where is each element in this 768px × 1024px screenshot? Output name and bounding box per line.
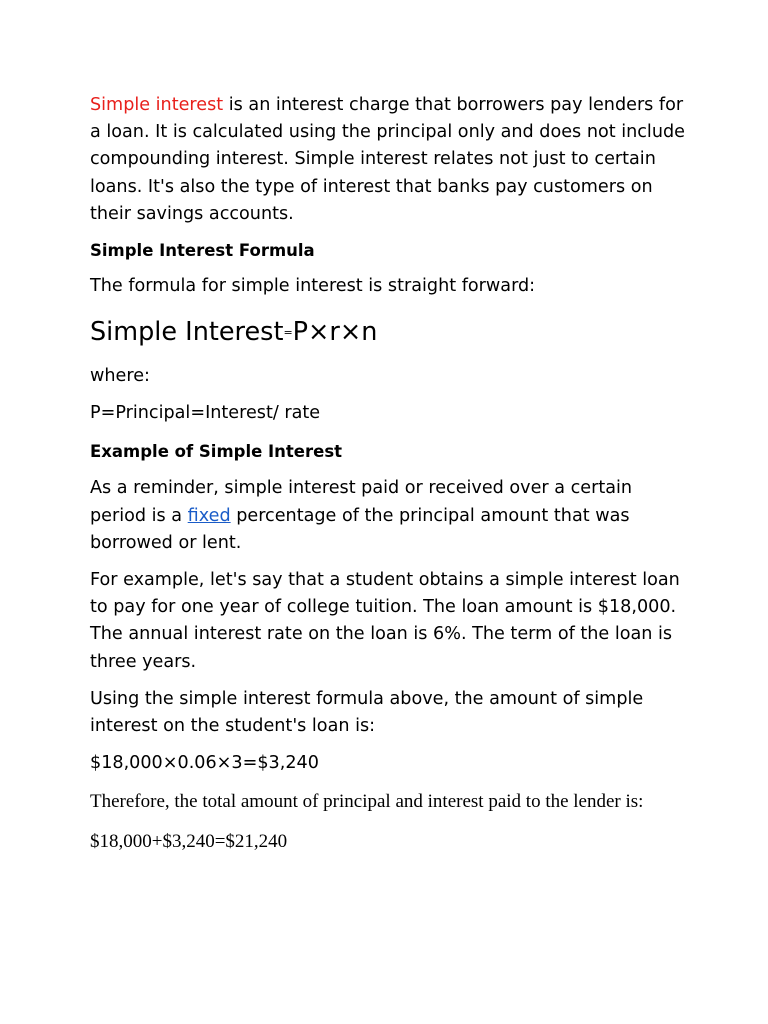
formula-right: P×r×n (292, 317, 378, 348)
calculation-interest: $18,000×0.06×3=$3,240 (90, 753, 319, 774)
fixed-link[interactable]: fixed (187, 505, 231, 526)
example-paragraph: For example, let's say that a student obtains a simple interest loan to pay for one year of college tuition. The loan amount is $18,000. The annual interest rate on the loan is 6%. The term of the loan is three years. (90, 570, 680, 672)
reminder-paragraph (90, 475, 690, 557)
formula-use-paragraph: Using the simple interest formula above, the amount of simple interest on the student's loan is: (90, 688, 644, 737)
where-label: where: (90, 366, 150, 387)
reminder-text-before: As a reminder, simple interest paid or received over a certain period is a (90, 478, 633, 526)
intro-text: is an interest charge that borrowers pay lenders for a loan. It is calculated using the principal only and does not include compounding interest. Simple interest relates not just to certain loans. It's also the type of interest that banks pay customers on their savings accounts. (90, 95, 685, 224)
reminder-text-after: percentage of the principal amount that was borrowed or lent. (90, 505, 630, 553)
formula-equals: = (283, 326, 293, 340)
formula-intro: The formula for simple interest is straight forward: (90, 276, 536, 297)
total-intro-paragraph: Therefore, the total amount of principal and interest paid to the lender is: (90, 791, 644, 813)
intro-paragraph (90, 92, 690, 228)
calculation-total: $18,000+$3,240=$21,240 (90, 831, 288, 853)
document-page (90, 92, 690, 857)
simple-interest-highlight: Simple interest (90, 95, 224, 115)
formula-left: Simple Interest (90, 317, 284, 348)
formula-heading: Simple Interest Formula (90, 241, 315, 261)
principal-definition: P=Principal=Interest/ rate (90, 403, 321, 424)
simple-interest-formula (90, 312, 690, 353)
example-heading: Example of Simple Interest (90, 442, 343, 462)
